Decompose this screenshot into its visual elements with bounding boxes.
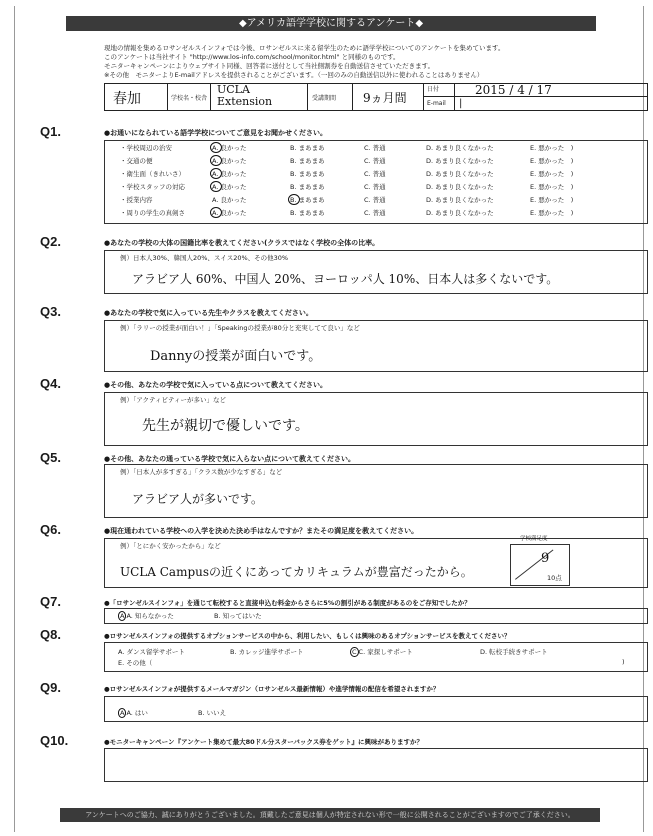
q7-options (118, 611, 262, 621)
school-value: UCLA Extension (217, 83, 273, 108)
q1-row-item: ・衛生面（きれいさ） (120, 170, 185, 178)
q1-option-e[interactable]: E. 悪かった ) (530, 209, 574, 217)
q1-option-b[interactable]: B. まあまあ (290, 170, 325, 178)
school-label: 学校名・校舎 (171, 95, 208, 102)
q1-text: ●お通いになられている語学学校についてご意見をお聞かせください。 (104, 129, 327, 137)
q1-row-item: ・周りの学生の真剣さ (120, 209, 185, 217)
period-label: 受講期間 (312, 95, 337, 102)
q1-option-e[interactable]: E. 悪かった ) (530, 157, 574, 165)
q1-option-c[interactable]: C. 普通 (364, 144, 386, 152)
q1-option-c[interactable]: C. 普通 (364, 183, 386, 191)
q1-option-b[interactable]: B. まあまあ (290, 196, 325, 204)
q6-label: Q6. (40, 522, 61, 537)
selection-circle-icon (210, 168, 222, 179)
q1-option-d[interactable]: D. あまり良くなかった (426, 196, 494, 204)
q1-option-a[interactable]: A. 良かった (212, 209, 247, 217)
q2-text: ●あなたの学校の大体の国籍比率を教えてください(クラスではなく学校の全体の比率。 (104, 239, 380, 247)
q1-option-a[interactable]: A. 良かった (212, 196, 247, 204)
q1-option-e[interactable]: E. 悪かった ) (530, 144, 574, 152)
q4-example: 例）「アクティビティーが多い」など (120, 396, 227, 404)
q6-score-label: 学校満足度 (520, 536, 548, 542)
q9-option-b[interactable]: B. いいえ (198, 709, 227, 717)
q6-text: ●現在通われている学校への入学を決めた決め手はなんですか？またその満足度を教えてください。 (104, 527, 419, 535)
q1-option-c[interactable]: C. 普通 (364, 196, 386, 204)
q9-label: Q9. (40, 680, 61, 695)
q7-option-b[interactable]: B. 知ってはいた (214, 612, 262, 620)
name-value: 春加 (113, 91, 141, 107)
q4-text: ●その他、あなたの学校で気に入っている点について教えてください。 (104, 381, 327, 389)
q1-option-e[interactable]: E. 悪かった ) (530, 170, 574, 178)
q8-option-c[interactable]: C C. 家探しサポート (352, 648, 413, 656)
selection-circle-icon (210, 142, 222, 153)
q10-text: ●モニターキャンペーン『アンケート集めて最大80ドル分スターバックス券をゲット』に興味がありますか？ (104, 738, 424, 746)
q1-option-a[interactable]: A. 良かった (212, 144, 247, 152)
intro-line: このアンケートは当社サイト "http://www.los-info.com/school/monitor.html" と同様のものです。 (104, 53, 400, 61)
q7-option-a-text: A. 知らなかった (126, 612, 174, 620)
q5-text: ●その他、あなたの通っている学校で気に入らない点について教えてください。 (104, 455, 355, 463)
q1-option-b[interactable]: B. まあまあ (290, 183, 325, 191)
intro-line: モニターキャンペーンによりウェブサイト同様、回答者に送付として当社側割券を自動送信させていただきます。 (104, 62, 435, 70)
q2-example: 例）日本人30%、韓国人20%、スイス20%、その他30% (120, 254, 289, 262)
q9-option-a-text: A. はい (126, 709, 148, 717)
q1-row (120, 169, 600, 178)
q1-option-a[interactable]: A. 良かった (212, 157, 247, 165)
intro-line: 現地の情報を集めるロサンゼルスインフォでは今後、ロサンゼルスに来る留学生のために語学学校についてのアンケートを集めています。 (104, 44, 505, 52)
email-value: | (459, 98, 463, 109)
q1-option-c[interactable]: C. 普通 (364, 170, 386, 178)
q1-option-b[interactable]: B. まあまあ (290, 209, 325, 217)
q1-label: Q1. (40, 124, 61, 139)
q8-option-d[interactable]: D. 転校手続きサポート (480, 648, 548, 656)
q1-row (120, 182, 600, 191)
q1-option-c[interactable]: C. 普通 (364, 209, 386, 217)
q8-option-e[interactable]: E. その他（ (118, 659, 153, 667)
q3-text: ●あなたの学校で気に入っている先生やクラスを教えてください。 (104, 309, 313, 317)
q1-option-d[interactable]: D. あまり良くなかった (426, 183, 494, 191)
q1-option-a[interactable]: A. 良かった (212, 183, 247, 191)
q1-row-item: ・授業内容 (120, 196, 153, 204)
q1-option-e[interactable]: E. 悪かった ) (530, 183, 574, 191)
q1-row-item: ・交通の便 (120, 157, 153, 165)
q5-answer: アラビア人が多いです。 (132, 492, 264, 506)
intro-text (104, 44, 564, 80)
q8-option-e-close: ) (622, 658, 625, 666)
q7-text: ●「ロサンゼルスインフォ」を通じて転校すると直接申込む料金からさらに5%の割引がある制度があるのをご存知でしたか？ (104, 599, 471, 607)
period-label-cell (308, 84, 353, 110)
q8-option-a[interactable]: A. ダンス留学サポート (118, 648, 185, 656)
q1-row-item: ・学校スタッフの対応 (120, 183, 185, 191)
date-email-label-cell (424, 84, 455, 110)
name-cell[interactable] (105, 84, 168, 110)
q1-option-b[interactable]: B. まあまあ (290, 144, 325, 152)
q7-option-a[interactable]: A A. 知らなかった (120, 612, 174, 620)
period-value: 9ヵ月間 (363, 91, 407, 105)
q1-option-d[interactable]: D. あまり良くなかった (426, 209, 494, 217)
q6-example: 例）「とにかく安かったから」など (120, 542, 221, 550)
q1-option-d[interactable]: D. あまり良くなかった (426, 144, 494, 152)
q6-score-value: 9 (541, 551, 550, 566)
q1-option-d[interactable]: D. あまり良くなかった (426, 157, 494, 165)
q10-answer-box[interactable] (104, 748, 648, 782)
q8-option-c-text: C. 家探しサポート (358, 648, 413, 656)
q7-label: Q7. (40, 594, 61, 609)
q3-answer: Dannyの授業が面白いです。 (150, 349, 322, 364)
q1-option-e[interactable]: E. 悪かった ) (530, 196, 574, 204)
q2-answer: アラビア人 60%、中国人 20%、ヨーロッパ人 10%、日本人は多くないです。 (132, 272, 559, 286)
q9-option-a[interactable]: A A. はい (120, 709, 148, 717)
q6-score-box[interactable] (510, 544, 570, 586)
q8-options-row2 (118, 658, 625, 667)
q2-label: Q2. (40, 234, 61, 249)
q1-row (120, 143, 600, 152)
q10-label: Q10. (40, 733, 69, 748)
q3-example: 例）「ラリーの授業が面白い！」「Speakingの授業が80分と充実してて良い」など (120, 324, 360, 332)
q4-answer: 先生が親切で優しいです。 (142, 418, 309, 434)
period-cell[interactable] (353, 84, 424, 110)
date-email-cell[interactable] (455, 84, 647, 110)
q5-example: 例）「日本人が多すぎる」「クラス数が少なすぎる」など (120, 468, 283, 476)
q6-answer: UCLA Campusの近くにあってカリキュラムが豊富だったから。 (120, 565, 473, 579)
q9-text: ●ロサンゼルスインフォが提供するメールマガジン（ロサンゼルス最新情報）や進学情報の配信を希望されますか？ (104, 685, 440, 693)
q6-score-max: 10点 (547, 574, 562, 582)
q3-label: Q3. (40, 304, 61, 319)
date-label: 日付 (424, 84, 454, 97)
q8-label: Q8. (40, 627, 61, 642)
q4-label: Q4. (40, 376, 61, 391)
date-value: 2015 / 4 / 17 (455, 84, 647, 97)
q1-row (120, 208, 600, 217)
selection-circle-icon (288, 194, 300, 205)
q1-row (120, 156, 600, 165)
q1-option-c[interactable]: C. 普通 (364, 157, 386, 165)
q9-options (118, 708, 226, 718)
selection-circle-icon (210, 207, 222, 218)
selection-circle-icon (210, 181, 222, 192)
intro-line: ※その他 モニターよりE-mailアドレスを提供されることがございます。（一回のみの自動送信以外に使われることはありません） (104, 71, 484, 79)
q1-option-d[interactable]: D. あまり良くなかった (426, 170, 494, 178)
q1-row-item: ・学校周辺の治安 (120, 144, 172, 152)
q1-option-a[interactable]: A. 良かった (212, 170, 247, 178)
q1-row (120, 195, 600, 204)
q8-options-row1 (118, 647, 548, 657)
q8-text: ●ロサンゼルスインフォの提供するオプションサービスの中から、利用したい、もしくは興味のあるオプションサービスを教えてください？ (104, 632, 511, 640)
selection-circle-icon (210, 155, 222, 166)
school-label-cell (168, 84, 211, 110)
email-label: E-mail (427, 100, 446, 107)
respondent-info-table (104, 83, 648, 111)
q5-label: Q5. (40, 450, 61, 465)
footer-bar: アンケートへのご協力、誠にありがとうございました。頂戴したご意見は個人が特定されない形で一般に公開されることがございますのでご了承ください。 (60, 808, 600, 822)
q8-option-b[interactable]: B. カレッジ進学サポート (230, 648, 304, 656)
school-cell[interactable] (211, 84, 308, 110)
survey-title: ◆アメリカ語学学校に関するアンケート◆ (66, 16, 596, 31)
q1-option-b[interactable]: B. まあまあ (290, 157, 325, 165)
